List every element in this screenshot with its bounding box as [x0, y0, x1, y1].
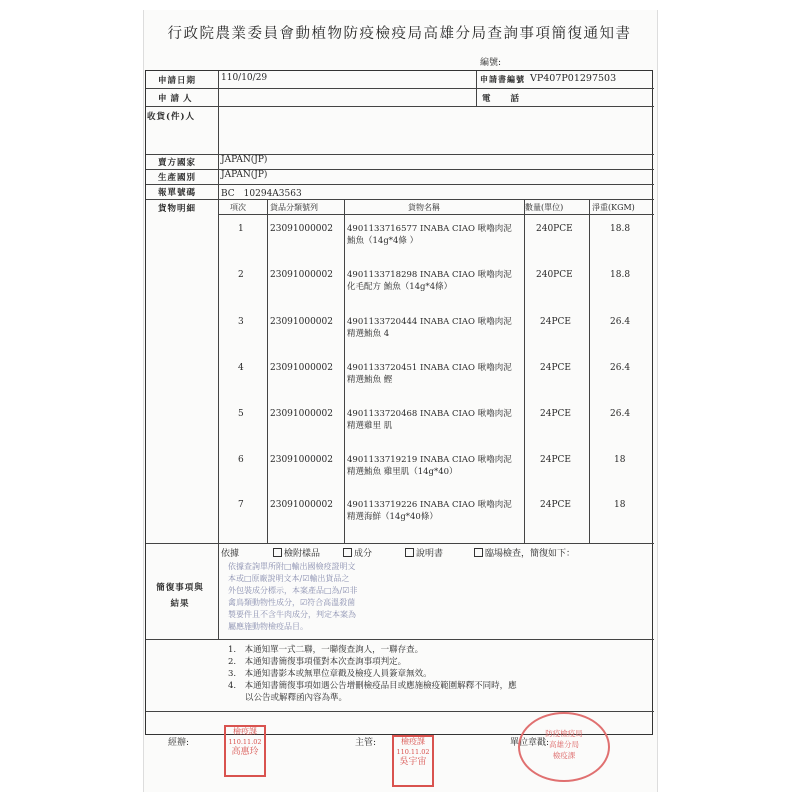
- row-name: 4901133718298 INABA CIAO 啾嚕肉泥 化毛配方 鮪魚（14g*4條）: [347, 270, 512, 292]
- faded-stamp-text: 依據查詢單所附□輸出國檢疫證明文 本或□原廠說明文本/☑輸出貨品之 外包裝成分標示，本案產品□為/☑非 禽鳥類動物性成分，☑符合高溫殺菌 製要件且不含牛肉成分，判定本案為 屬應施動物檢疫品目。: [228, 562, 358, 631]
- document-title: 行政院農業委員會動植物防疫檢疫局高雄分局查詢事項簡復通知書: [167, 26, 632, 42]
- row-qty: 240PCE: [536, 224, 573, 234]
- serial-label: 編號:: [480, 58, 502, 68]
- row-hs: 23091000002: [270, 224, 333, 234]
- row-hs: 23091000002: [270, 270, 333, 280]
- row-no: 3: [238, 317, 244, 327]
- row-no: 6: [238, 455, 244, 465]
- row-qty: 24PCE: [540, 500, 571, 510]
- supervisor-label: 主管:: [355, 738, 377, 748]
- declaration-no-label: 報單號碼: [158, 188, 197, 198]
- row-name: 4901133720444 INABA CIAO 啾嚕肉泥 精選鮪魚 4: [347, 317, 512, 339]
- col-header-name: 貨物名稱: [408, 203, 440, 212]
- checkbox-manual: [405, 548, 414, 557]
- reply-label: 簡復事項與結果: [156, 583, 204, 609]
- row-no: 7: [238, 500, 244, 510]
- col-header-hs: 貨品分類號列: [270, 203, 318, 212]
- col-header-weight: 淨重(KGM): [592, 203, 635, 212]
- note-item: 2. 本通知書簡復事項僅對本次查詢事項判定。: [228, 657, 407, 667]
- row-weight: 18.8: [610, 224, 631, 234]
- row-hs: 23091000002: [270, 409, 333, 419]
- apply-date-label: 申請日期: [158, 76, 197, 86]
- note-item: 3. 本通知書影本或無單位章戳及檢疫人員簽章無效。: [228, 669, 432, 679]
- row-qty: 24PCE: [540, 409, 571, 419]
- origin-country-label: 生產國別: [158, 173, 197, 183]
- row-name: 4901133719219 INABA CIAO 啾嚕肉泥 精選鮪魚 雞里肌（14g*40）: [347, 455, 512, 477]
- row-qty: 24PCE: [540, 455, 571, 465]
- col-header-no: 項次: [230, 203, 246, 212]
- note-item: 1. 本通知單一式二聯，一聯復查詢人，一聯存查。: [228, 645, 424, 655]
- apply-no-value: VP407P01297503: [530, 73, 617, 84]
- basis-label: 依據: [221, 549, 240, 559]
- handler-stamp: 檢疫課 110.11.02 高惠玲: [224, 725, 266, 777]
- notes-list: [228, 644, 517, 704]
- row-qty: 24PCE: [540, 317, 571, 327]
- supervisor-stamp: 檢疫課 110.11.02 吳宇宙: [392, 735, 434, 787]
- goods-label: 貨物明細: [158, 204, 197, 214]
- row-name: 4901133716577 INABA CIAO 啾嚕肉泥 鮪魚（14g*4條 ）: [347, 224, 512, 246]
- row-no: 2: [238, 270, 244, 280]
- handler-label: 經辦:: [168, 738, 190, 748]
- unit-seal-label: 單位章戳:: [510, 738, 550, 748]
- option-ingredient: 成分: [343, 546, 372, 559]
- row-weight: 18.8: [610, 270, 631, 280]
- checkbox-ingredient: [343, 548, 352, 557]
- row-hs: 23091000002: [270, 500, 333, 510]
- checkbox-inspection: [474, 548, 483, 557]
- row-weight: 26.4: [610, 317, 631, 327]
- note-item: 以公告或解釋函內容為準。: [228, 693, 348, 703]
- row-weight: 18: [614, 500, 626, 510]
- consignee-label: 收貨(件)人: [147, 112, 196, 122]
- seller-country-value: JAPAN(JP): [221, 155, 268, 165]
- row-name: 4901133719226 INABA CIAO 啾嚕肉泥 精選海鮮（14g*40條）: [347, 500, 512, 522]
- row-hs: 23091000002: [270, 363, 333, 373]
- note-item: 4. 本通知書簡復事項如遇公告增刪檢疫品目或應施檢疫範圍解釋不同時，應: [228, 681, 517, 691]
- unit-seal: 防疫檢疫局 高雄分局 檢疫課: [518, 712, 610, 782]
- option-sample: 檢附樣品: [273, 546, 320, 559]
- option-inspection: 臨場檢查，簡復如下：: [474, 546, 575, 559]
- applicant-label: 申請人: [158, 94, 196, 104]
- option-manual: 說明書: [405, 546, 443, 559]
- apply-no-label: 申請書編號: [480, 74, 525, 84]
- row-qty: 240PCE: [536, 270, 573, 280]
- row-weight: 18: [614, 455, 626, 465]
- row-weight: 26.4: [610, 409, 631, 419]
- apply-date-value: 110/10/29: [221, 73, 268, 83]
- row-qty: 24PCE: [540, 363, 571, 373]
- row-weight: 26.4: [610, 363, 631, 373]
- row-hs: 23091000002: [270, 455, 333, 465]
- checkbox-sample: [273, 548, 282, 557]
- row-no: 5: [238, 409, 244, 419]
- row-hs: 23091000002: [270, 317, 333, 327]
- origin-country-value: JAPAN(JP): [221, 170, 268, 180]
- phone-label: 電 話: [482, 94, 521, 104]
- col-header-qty: 數量(單位): [525, 203, 564, 212]
- declaration-no-value: BC 10294A3563: [221, 189, 302, 199]
- row-name: 4901133720451 INABA CIAO 啾嚕肉泥 精選鮪魚 鰹: [347, 363, 512, 385]
- seller-country-label: 賣方國家: [158, 158, 197, 168]
- row-no: 4: [238, 363, 244, 373]
- row-name: 4901133720468 INABA CIAO 啾嚕肉泥 精選雞里 肌: [347, 409, 512, 431]
- row-no: 1: [238, 224, 244, 234]
